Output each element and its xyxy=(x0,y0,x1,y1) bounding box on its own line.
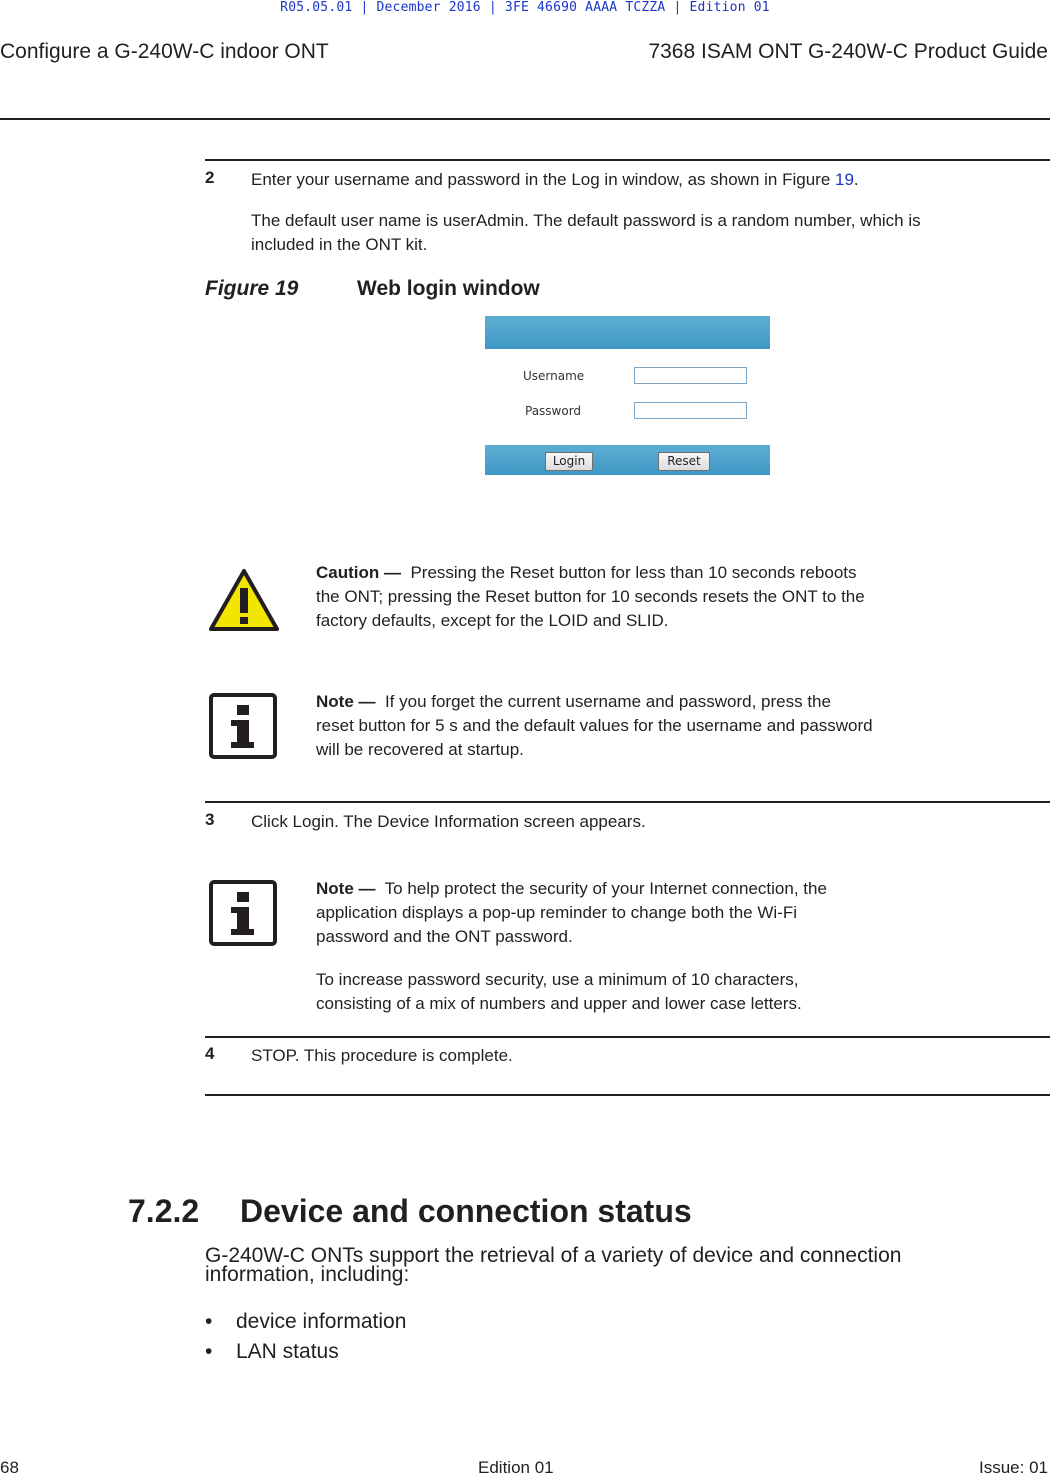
step-detail-line: included in the ONT kit. xyxy=(251,235,428,254)
bullet-symbol: • xyxy=(205,1310,213,1333)
document-meta: R05.05.01 | December 2016 | 3FE 46690 AAAA TCZZA | Edition 01 xyxy=(280,0,770,15)
list-item-text: device information xyxy=(236,1310,407,1333)
note-line: consisting of a mix of numbers and upper and lower case letters. xyxy=(316,994,802,1013)
note-label: Note — xyxy=(316,879,376,898)
note-line: If you forget the current username and password, press the xyxy=(384,692,831,711)
caution-icon xyxy=(208,568,280,632)
step-detail-line: The default user name is userAdmin. The default password is a random number, which is xyxy=(251,211,921,230)
step-number: 3 xyxy=(205,810,215,829)
login-footer-bar xyxy=(485,445,770,475)
running-header-left: Configure a G-240W-C indoor ONT xyxy=(0,40,329,63)
info-icon xyxy=(209,693,277,759)
info-icon xyxy=(209,880,277,946)
note-line: To help protect the security of your Internet connection, the xyxy=(384,879,827,898)
step-number: 2 xyxy=(205,168,215,187)
caution-line: the ONT; pressing the Reset button for 10 seconds resets the ONT to the xyxy=(316,587,865,606)
list-item xyxy=(205,1340,339,1364)
note-label: Note — xyxy=(316,692,376,711)
step-text-part: Enter your username and password in the Log in window, as shown in Figure xyxy=(251,170,835,189)
procedure-end-divider xyxy=(205,1094,1050,1096)
step-text: STOP. This procedure is complete. xyxy=(251,1046,513,1065)
login-button[interactable]: Login xyxy=(545,452,593,471)
header-divider xyxy=(0,118,1050,120)
caution-line: factory defaults, except for the LOID and SLID. xyxy=(316,611,669,630)
step-number: 4 xyxy=(205,1044,215,1063)
step-text: Click Login. The Device Information screen appears. xyxy=(251,812,646,831)
note-line: To increase password security, use a minimum of 10 characters, xyxy=(316,970,799,989)
note-text xyxy=(316,877,956,901)
section-number: 7.2.2 xyxy=(128,1193,200,1229)
note-line: will be recovered at startup. xyxy=(316,740,524,759)
figure-number: Figure 19 xyxy=(205,277,299,300)
running-header-right: 7368 ISAM ONT G-240W-C Product Guide xyxy=(648,40,1048,63)
step-divider xyxy=(205,159,1050,161)
list-item xyxy=(205,1310,406,1334)
figure-label xyxy=(205,277,298,301)
step-divider xyxy=(205,801,1050,803)
page-number: 68 xyxy=(0,1458,19,1477)
web-login-window xyxy=(485,316,770,475)
section-heading xyxy=(128,1193,692,1230)
footer-edition: Edition 01 xyxy=(478,1458,554,1477)
section-intro-line: G-240W-C ONTs support the retrieval of a variety of device and connection xyxy=(205,1244,902,1267)
step-text-part: . xyxy=(853,170,859,189)
bullet-symbol: • xyxy=(205,1340,213,1363)
username-label: Username xyxy=(523,369,585,383)
note-text xyxy=(316,690,956,714)
section-title: Device and connection status xyxy=(240,1193,692,1229)
note-line: password and the ONT password. xyxy=(316,927,573,946)
step-text xyxy=(251,168,859,192)
step-divider xyxy=(205,1036,1050,1038)
list-item-text: LAN status xyxy=(236,1340,339,1363)
username-input[interactable] xyxy=(634,367,747,384)
footer-issue: Issue: 01 xyxy=(979,1458,1048,1477)
password-input[interactable] xyxy=(634,402,747,419)
note-line: application displays a pop-up reminder to change both the Wi-Fi xyxy=(316,903,797,922)
login-header-bar xyxy=(485,316,770,349)
section-intro-line: information, including: xyxy=(205,1263,410,1286)
figure-link[interactable]: 19 xyxy=(835,170,854,189)
password-label: Password xyxy=(525,404,582,418)
caution-label: Caution — xyxy=(316,563,401,582)
figure-title: Web login window xyxy=(357,277,540,300)
reset-button[interactable]: Reset xyxy=(658,452,710,471)
caution-line: Pressing the Reset button for less than 10 seconds reboots xyxy=(410,563,857,582)
caution-text xyxy=(316,561,956,585)
section-intro xyxy=(205,1246,1005,1284)
note-line: reset button for 5 s and the default values for the username and password xyxy=(316,716,873,735)
